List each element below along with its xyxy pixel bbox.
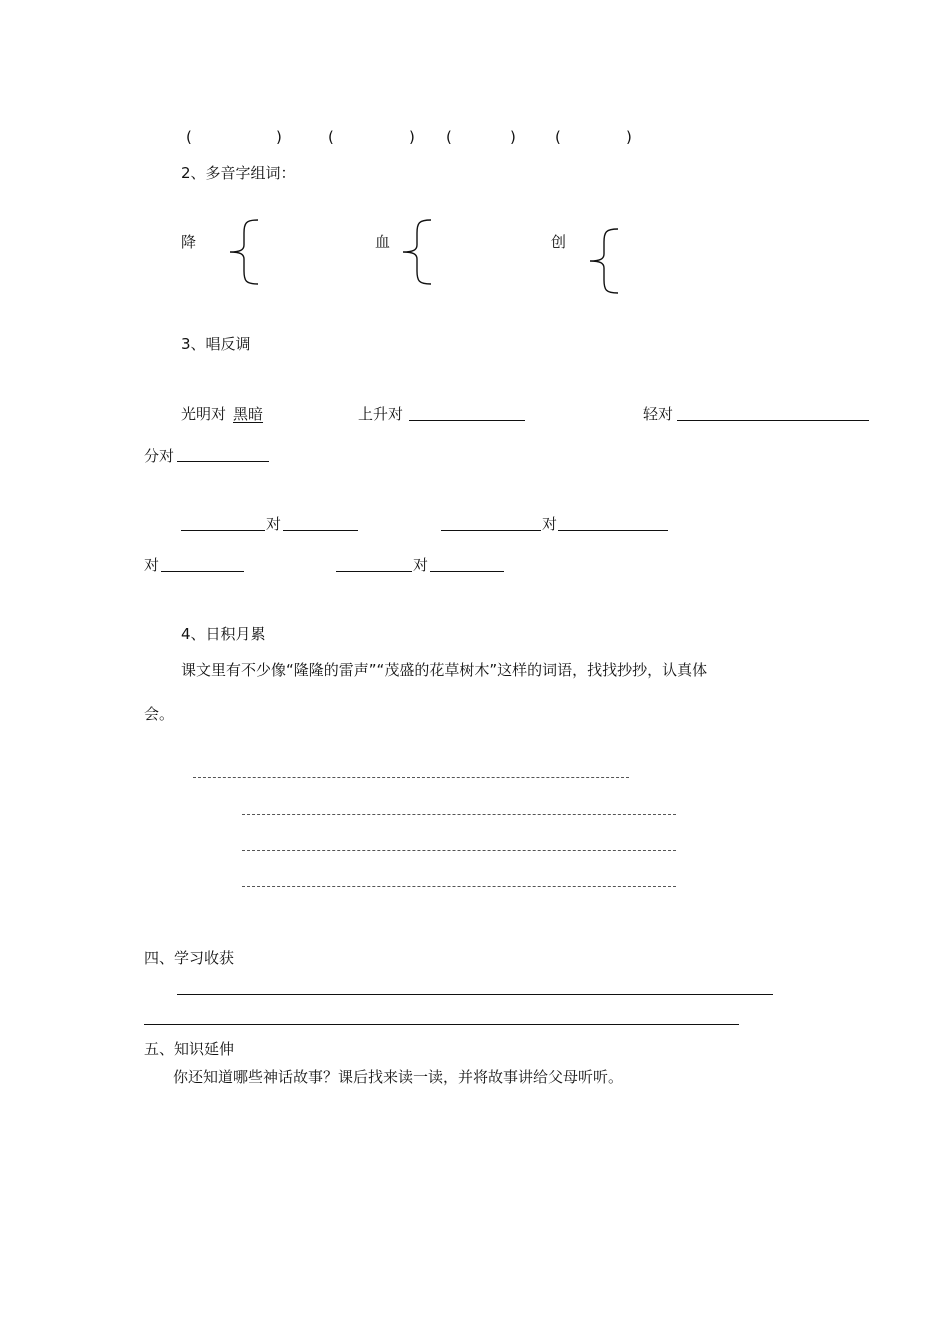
dui-label: 对 (413, 556, 429, 574)
paren-close-2: ) (409, 128, 415, 146)
paren-close-4: ) (626, 128, 632, 146)
part-4-title: 四、学习收获 (144, 949, 235, 967)
section-3-title: 3、唱反调 (181, 335, 251, 353)
part-5-title: 五、知识延伸 (144, 1040, 235, 1058)
dui-label: 对 (144, 556, 160, 574)
paren-open-2: ( (328, 128, 334, 146)
answer-blank[interactable] (430, 571, 504, 572)
answer-blank[interactable] (441, 530, 541, 531)
polyphone-char-1: 降 (181, 233, 197, 251)
writing-line[interactable] (144, 1024, 739, 1025)
dui-label: 对 (266, 515, 282, 533)
brace-icon (586, 228, 622, 294)
antonym-label-shangsheng: 上升对 (358, 405, 404, 423)
polyphone-char-3: 创 (551, 233, 567, 251)
answer-blank[interactable] (558, 530, 668, 531)
paren-close-1: ) (276, 128, 282, 146)
dui-label: 对 (542, 515, 558, 533)
answer-blank[interactable] (336, 571, 412, 572)
example-prefix: 光明对 (181, 405, 227, 423)
paren-open-3: ( (446, 128, 452, 146)
brace-icon (399, 219, 435, 285)
paren-open-1: ( (186, 128, 192, 146)
section-4-text-line2: 会。 (144, 705, 175, 723)
writing-line[interactable] (242, 814, 676, 815)
part-5-text: 你还知道哪些神话故事？课后找来读一读，并将故事讲给父母听听。 (173, 1068, 624, 1086)
answer-blank[interactable] (409, 420, 525, 421)
antonym-label-fen: 分对 (144, 447, 175, 465)
section-2-title: 2、多音字组词： (181, 164, 296, 182)
answer-blank[interactable] (677, 420, 869, 421)
writing-line[interactable] (177, 994, 773, 995)
paren-open-4: ( (555, 128, 561, 146)
answer-blank[interactable] (177, 461, 269, 462)
answer-blank[interactable] (283, 530, 358, 531)
answer-blank[interactable] (161, 571, 244, 572)
answer-blank[interactable] (181, 530, 265, 531)
section-4-title: 4、日积月累 (181, 625, 266, 643)
brace-icon (226, 219, 262, 285)
antonym-label-qing: 轻对 (643, 405, 674, 423)
example-answer: 黑暗 (233, 405, 264, 423)
polyphone-char-2: 血 (375, 233, 391, 251)
writing-line[interactable] (242, 886, 676, 887)
writing-line[interactable] (193, 777, 629, 778)
paren-close-3: ) (510, 128, 516, 146)
section-4-text-line1: 课文里有不少像“隆隆的雷声”“茂盛的花草树木”这样的词语，找找抄抄，认真体 (181, 661, 708, 679)
writing-line[interactable] (242, 850, 676, 851)
